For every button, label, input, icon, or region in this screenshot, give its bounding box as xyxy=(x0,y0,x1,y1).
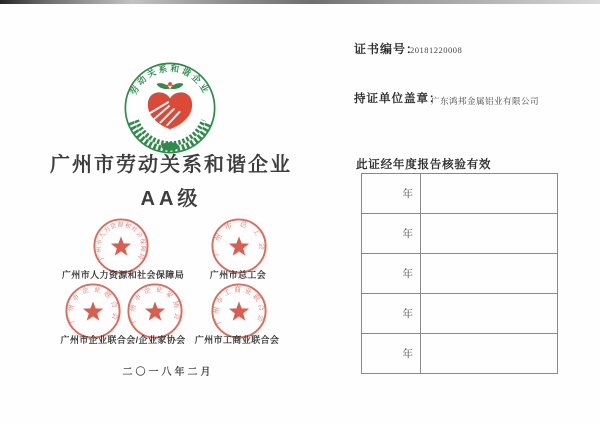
seal-federation-of-trade-unions-icon xyxy=(210,217,268,275)
table-row xyxy=(362,334,558,374)
year-cell: 年 xyxy=(362,254,421,294)
holder-unit-label: 持证单位盖章： xyxy=(354,93,442,105)
seal-entrepreneurs-association-icon xyxy=(126,282,184,340)
year-cell: 年 xyxy=(362,214,421,254)
annual-verification-title: 此证经年度报告核验有效 xyxy=(356,159,492,171)
seal-enterprise-federation-icon xyxy=(64,282,122,340)
svg-text:广州市企业联合会: 广州市企业联合会 xyxy=(67,286,119,324)
svg-text:劳动关系和谐企业: 劳动关系和谐企业 xyxy=(128,63,212,97)
table-row xyxy=(362,174,558,214)
table-row xyxy=(362,254,558,294)
seal-label-trade-unions: 广州市总工会 xyxy=(209,270,267,280)
certificate-title: 广州市劳动关系和谐企业 xyxy=(50,154,292,176)
seal-label-enterprise-federation: 广州市企业联合会/企业家协会 xyxy=(60,335,186,345)
verification-cell xyxy=(421,174,558,214)
year-cell: 年 xyxy=(362,334,421,374)
seal-hr-social-security-bureau-icon xyxy=(92,217,150,275)
year-cell: 年 xyxy=(362,174,421,214)
verification-cell xyxy=(421,294,558,334)
annual-verification-table xyxy=(361,173,558,374)
certificate-number-value: 20181220008 xyxy=(410,45,463,55)
year-cell: 年 xyxy=(362,294,421,334)
svg-text:广州市企业家协会: 广州市企业家协会 xyxy=(129,286,181,324)
table-row xyxy=(362,294,558,334)
svg-text:广州市总工会: 广州市总工会 xyxy=(211,218,267,257)
svg-text:广州市人力资源和社会保障局: 广州市人力资源和社会保障局 xyxy=(96,222,146,261)
seal-label-hr-bureau: 广州市人力资源和社会保障局 xyxy=(61,270,185,280)
certificate-number-label: 证书编号： xyxy=(354,42,420,56)
holder-unit-value: 广东鸿邦金属铝业有限公司 xyxy=(431,96,540,106)
harmonious-enterprise-emblem-icon xyxy=(122,60,218,156)
verification-cell xyxy=(421,334,558,374)
issue-date: 二〇一八年二月 xyxy=(122,367,214,378)
seal-label-industry-commerce: 广州市工商业联合会 xyxy=(194,335,280,345)
verification-cell xyxy=(421,214,558,254)
certificate-grade: AA级 xyxy=(140,188,202,210)
scanner-edge xyxy=(0,0,600,4)
table-row xyxy=(362,214,558,254)
verification-cell xyxy=(421,254,558,294)
seal-industry-commerce-federation-icon xyxy=(210,282,268,340)
svg-text:广州市工商业联合会: 广州市工商业联合会 xyxy=(213,286,265,326)
